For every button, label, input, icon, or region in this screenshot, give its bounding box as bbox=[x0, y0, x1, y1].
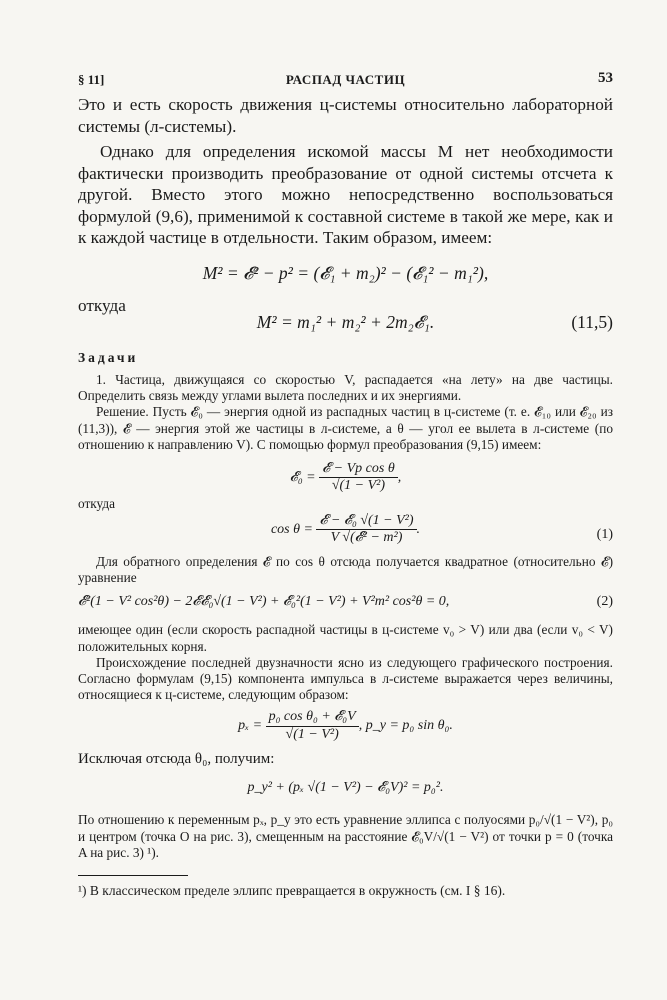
eq3-end: , bbox=[397, 469, 402, 485]
eq4-denominator: V √(𝓔² − m²) bbox=[330, 529, 403, 545]
eq6-numerator: p₀ cos θ₀ + 𝓔₀V bbox=[266, 709, 359, 726]
eq6-rhs: , p_y = p₀ sin θ₀. bbox=[358, 718, 453, 734]
eq4-end: . bbox=[416, 521, 421, 537]
eq4-fraction bbox=[316, 513, 416, 546]
book-page bbox=[78, 62, 613, 899]
eq6-denominator: √(1 − V²) bbox=[285, 726, 339, 742]
paragraph-1: Это и есть скорость движения ц-системы относительно лабораторной системы (л-системы). bbox=[78, 95, 613, 136]
problem-1-solution: Решение. Пусть 𝓔₀ — энергия одной из распадных частиц в ц-системе (т. е. 𝓔₁₀ или 𝓔₂₀ из (11,3)), 𝓔 — энергия этой же частицы в л-системе, а θ — угол ее вылета в л-системе (по отношению к направлению V). С помощью формул преобразования (9,15) имеем: bbox=[78, 404, 613, 452]
equation-energy-transform bbox=[78, 461, 613, 494]
word-otkuda-1: откуда bbox=[78, 295, 126, 315]
equation-2-tag: (2) bbox=[596, 594, 613, 610]
equation-11-5 bbox=[78, 312, 613, 338]
paragraph-roots: имеющее один (если скорость распадной частицы в ц-системе v₀ > V) или два (если v₀ < V) положительных корня. bbox=[78, 622, 613, 654]
equation-11-5-body: M² = m₁² + m₂² + 2m₂𝓔₁. bbox=[256, 312, 435, 332]
section-number: § 11] bbox=[78, 72, 105, 87]
running-title: РАСПАД ЧАСТИЦ bbox=[285, 72, 406, 87]
paragraph-excluding-theta: Исключая отсюда θ₀, получим: bbox=[78, 750, 275, 767]
footnote-1: ¹) В классическом пределе эллипс превращается в окружность (см. I § 16). bbox=[78, 882, 506, 898]
footnote-rule bbox=[78, 875, 188, 876]
word-otkuda-2: откуда bbox=[78, 496, 116, 512]
equation-1-cos-theta bbox=[78, 513, 613, 546]
eq6-fraction bbox=[266, 709, 359, 742]
eq3-fraction bbox=[319, 461, 398, 494]
paragraph-graphical-construction: Происхождение последней двузначности ясно из следующего графического построения. Согласно формулам (9,15) компонента импульса в л-системе выражается через величины, относящиеся к ц-системе, следующим образом: bbox=[78, 654, 613, 703]
problem-1-statement: 1. Частица, движущаяся со скоростью V, распадается «на лету» на две частицы. Определить связь между углами вылета последних и их энергиями. bbox=[78, 372, 613, 404]
eq3-denominator: √(1 − V²) bbox=[331, 478, 386, 494]
equation-mass-squared: M² = 𝓔² − p² = (𝓔₁ + m₂)² − (𝓔₁² − m₁²), bbox=[202, 262, 489, 283]
problems-heading: Задачи bbox=[78, 350, 139, 365]
paragraph-2: Однако для определения искомой массы M нет необходимости фактически производить преобразование от одной системы отсчета к другой. Вместо этого можно непосредственно воспользоваться формулой (9,6), применимой к составной системе в такой же мере, как и к каждой частице в отдельности. Таким образом, имеем: bbox=[78, 142, 613, 247]
eq3-numerator: 𝓔 − Vp cos θ bbox=[319, 461, 398, 478]
paragraph-ellipse-description: По отношению к переменным pₓ, p_y это есть уравнение эллипса с полуосями p₀/√(1 − V²), p₀ и центром (точка O на рис. 3), смещенным на расстояние 𝓔₀V/√(1 − V²) от точки p = 0 (точка A на рис. 3) ¹). bbox=[78, 812, 613, 860]
eq3-lhs: 𝓔₀ = bbox=[289, 469, 316, 485]
running-header bbox=[78, 62, 613, 90]
paragraph-inverse-determination: Для обратного определения 𝓔 по cos θ отсюда получается квадратное (относительно 𝓔) уравнение bbox=[78, 554, 613, 586]
equation-ellipse: p_y² + (pₓ √(1 − V²) − 𝓔₀V)² = p₀². bbox=[247, 780, 444, 796]
equation-11-5-tag: (11,5) bbox=[571, 312, 613, 332]
page-number: 53 bbox=[598, 70, 613, 86]
equation-momentum-components bbox=[78, 709, 613, 742]
equation-2-body: 𝓔²(1 − V² cos²θ) − 2𝓔𝓔₀√(1 − V²) + 𝓔₀²(1 − V²) + V²m² cos²θ = 0, bbox=[78, 594, 450, 610]
eq6-lhs: pₓ = bbox=[238, 718, 263, 734]
equation-1-tag: (1) bbox=[596, 526, 613, 542]
eq4-lhs: cos θ = bbox=[270, 521, 313, 537]
eq4-numerator: 𝓔 − 𝓔₀ √(1 − V²) bbox=[316, 513, 416, 530]
equation-2-quadratic bbox=[78, 594, 613, 618]
